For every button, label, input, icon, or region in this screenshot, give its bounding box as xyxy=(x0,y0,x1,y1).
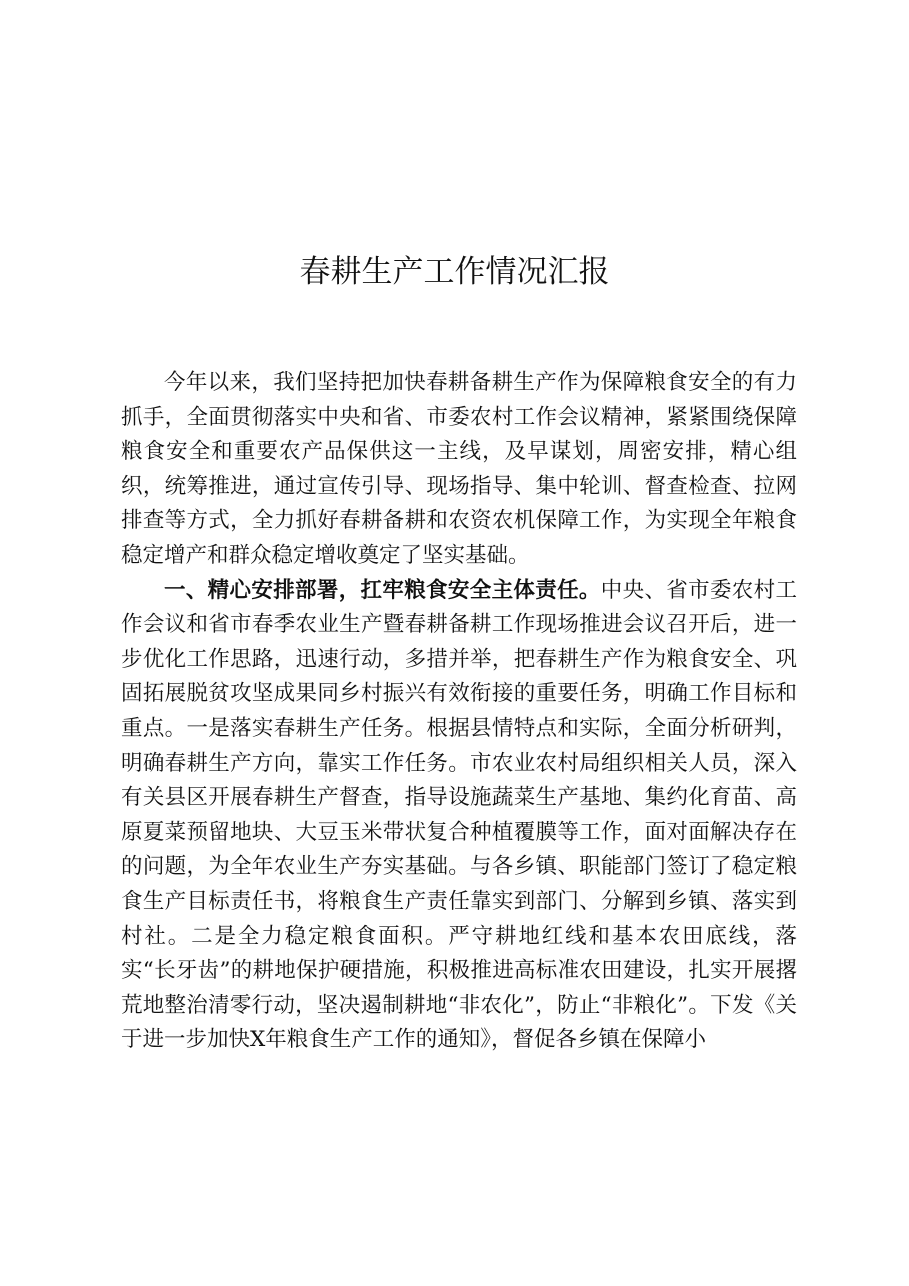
document-title: 春耕生产工作情况汇报 xyxy=(299,254,610,290)
section-1-heading: 一、精心安排部署，扛牢粮食安全主体责任。 xyxy=(164,577,601,603)
section-1-text: 中央、省市委农村工作会议和省市春季农业生产暨春耕备耕工作现场推进会议召开后，进一步优化工作思路，迅速行动，多措并举，把春耕生产作为粮食安全、巩固拓展脱贫攻坚成果同乡村振兴有效衔接的重要任务，明确工作目标和重点。一是落实春耕生产任务。根据县情特点和实际，全面分析研判，明确春耕生产方向，靠实工作任务。市农业农村局组织相关人员，深入有关县区开展春耕生产督查，指导设施蔬菜生产基地、集约化育苗、高原夏菜预留地块、大豆玉米带状复合种植覆膜等工作，面对面解决存在的问题，为全年农业生产夯实基础。与各乡镇、职能部门签订了稳定粮食生产目标责任书，将粮食生产责任靠实到部门、分解到乡镇、落实到村社。二是全力稳定粮食面积。严守耕地红线和基本农田底线，落实“长牙齿”的耕地保护硬措施，积极推进高标准农田建设，扎实开展撂荒地整治清零行动，坚决遏制耕地“非农化”，防止“非粮化”。下发《关于进一步加快X年粮食生产工作的通知》，督促各乡镇在保障小 xyxy=(121,577,797,1053)
document-body xyxy=(121,366,797,1058)
intro-paragraph xyxy=(121,366,797,574)
section-1-paragraph xyxy=(121,574,797,1058)
intro-paragraph-text: 今年以来，我们坚持把加快春耕备耕生产作为保障粮食安全的有力抓手，全面贯彻落实中央和省、市委农村工作会议精神，紧紧围绕保障粮食安全和重要农产品保供这一主线，及早谋划，周密安排，精心组织，统筹推进，通过宣传引导、现场指导、集中轮训、督查检查、拉网排查等方式，全力抓好春耕备耕和农资农机保障工作，为实现全年粮食稳定增产和群众稳定增收奠定了坚实基础。 xyxy=(121,370,797,568)
